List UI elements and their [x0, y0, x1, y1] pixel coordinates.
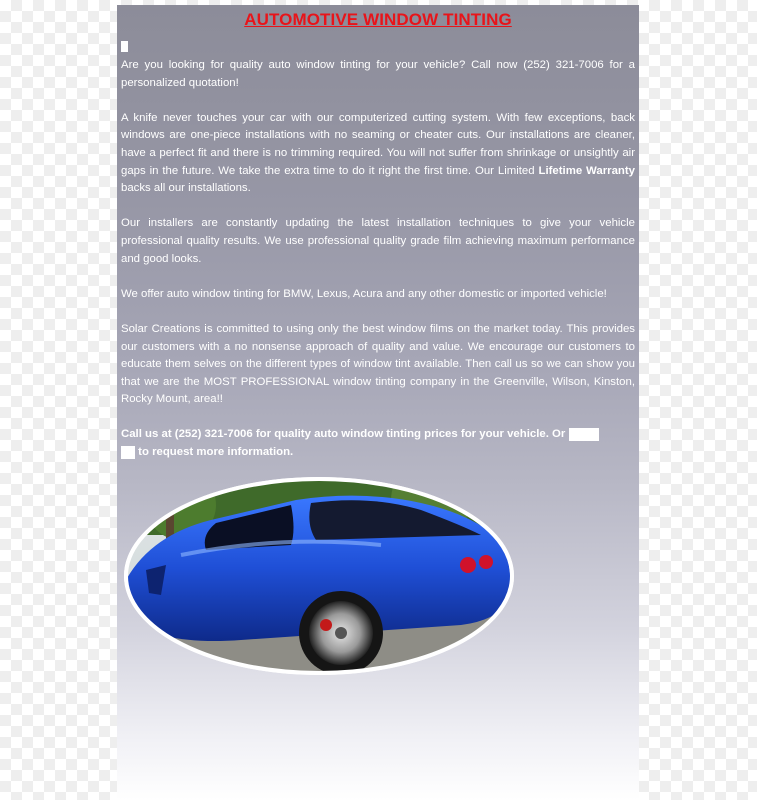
corvette-image — [121, 475, 517, 677]
main-content — [121, 57, 635, 479]
cutting-system-paragraph — [121, 110, 635, 198]
cutting-text-end: backs all our installations. — [121, 182, 251, 195]
cta-paragraph — [121, 426, 635, 461]
installers-paragraph: Our installers are constantly updating the latest installation techniques to give your vehicle professional quality results. We use professional quality grade film achieving maximum performance and good looks. — [121, 217, 635, 265]
contact-link-button-cont[interactable] — [121, 446, 135, 459]
contact-link-button[interactable] — [569, 428, 599, 441]
warranty-link-text: Lifetime Warranty — [538, 164, 635, 177]
brands-paragraph: We offer auto window tinting for BMW, Lexus, Acura and any other domestic or imported vehicle! — [121, 287, 607, 300]
cta-text: Call us at (252) 321-7006 for quality auto window tinting prices for your vehicle. Or — [121, 428, 569, 441]
cta-text-end: to request more information. — [135, 446, 294, 459]
car-photo — [121, 475, 517, 677]
image-placeholder-icon — [121, 41, 128, 52]
intro-paragraph: Are you looking for quality auto window tinting for your vehicle? Call now (252) 321-7006 for a personalized quotation! — [121, 59, 635, 89]
cutting-text: A knife never touches your car with our computerized cutting system. With few exceptions, back windows are one-piece installations with no seaming or cheater cuts. Our installations are cleaner, have a perfect fit and there is no trimming required. You will not suffer from shrinkage or unsightly air gaps in the future. We take the extra time to do it right the first time. Our Limited — [121, 111, 635, 177]
company-paragraph: Solar Creations is committed to using only the best window films on the market today. This provides our customers with a no nonsense approach of quality and value. We encourage our customers to educate them selves on the different types of window tint available. Then call us so we can show you that we are the MOST PROFESSIONAL window tinting company in the Greenville, Wilson, Kinston, Rocky Mount, area!! — [121, 322, 635, 406]
page-title: AUTOMOTIVE WINDOW TINTING — [244, 10, 512, 29]
content-panel — [117, 5, 639, 800]
